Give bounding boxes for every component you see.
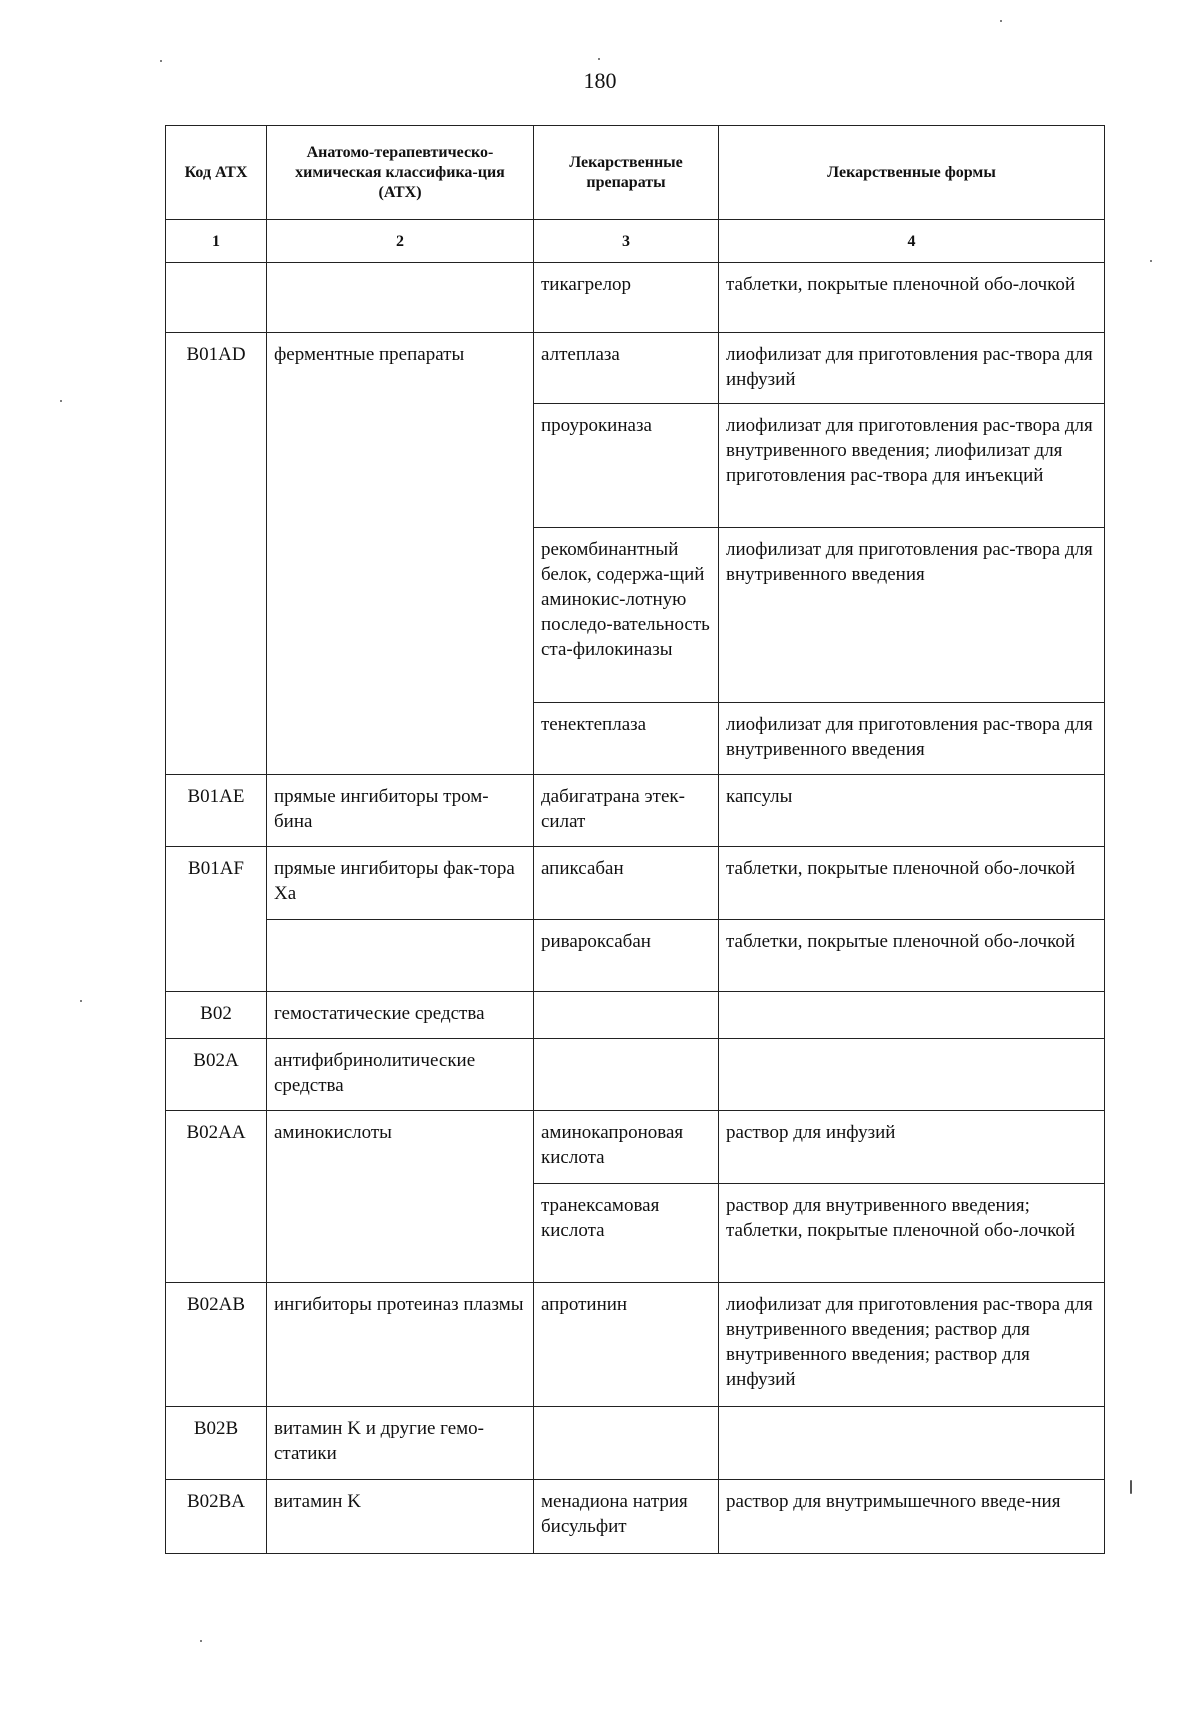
classification-cell: аминокислоты — [267, 1111, 534, 1283]
form-cell: таблетки, покрытые пленочной обо-лочкой — [719, 263, 1105, 333]
table-row — [166, 1039, 1105, 1111]
drug-cell: рекомбинантный белок, содержа-щий аминокис-лотную последо-вательность ста-филокиназы — [534, 528, 719, 703]
scan-speck — [598, 58, 600, 60]
scan-speck — [60, 400, 62, 402]
form-cell — [719, 1039, 1105, 1111]
table-row — [166, 1480, 1105, 1554]
column-number-row — [166, 220, 1105, 263]
table-header-row — [166, 126, 1105, 220]
drug-cell: транексамовая кислота — [534, 1184, 719, 1283]
atx-code-cell: B01AF — [166, 847, 267, 992]
drug-cell: ривароксабан — [534, 920, 719, 992]
header-drugs: Лекарственные препараты — [534, 126, 719, 220]
classification-cell: витамин K и другие гемо-статики — [267, 1407, 534, 1480]
form-cell: лиофилизат для приготовления рас-твора для внутривенного введения; лиофилизат для приготовления рас-твора для инъекций — [719, 404, 1105, 528]
form-cell: капсулы — [719, 775, 1105, 847]
scan-speck — [1150, 260, 1152, 262]
column-number: 2 — [267, 220, 534, 263]
drug-cell — [534, 1039, 719, 1111]
header-classification: Анатомо-терапевтическо-химическая классифика-ция (АТХ) — [267, 126, 534, 220]
drug-cell: тенектеплаза — [534, 703, 719, 775]
table-row — [166, 333, 1105, 404]
atx-code-cell: B02 — [166, 992, 267, 1039]
drug-cell: апиксабан — [534, 847, 719, 920]
atx-code-cell: B01AE — [166, 775, 267, 847]
classification-cell: прямые ингибиторы фак-тора Xa — [267, 847, 534, 920]
classification-cell: ингибиторы протеиназ плазмы — [267, 1283, 534, 1407]
atx-code-cell: B02B — [166, 1407, 267, 1480]
form-cell: таблетки, покрытые пленочной обо-лочкой — [719, 847, 1105, 920]
scan-speck — [200, 1640, 202, 1642]
drug-cell: алтеплаза — [534, 333, 719, 404]
scan-speck — [80, 1000, 82, 1002]
scan-speck — [160, 60, 162, 62]
scan-speck — [1130, 1480, 1132, 1494]
header-code: Код АТХ — [166, 126, 267, 220]
drug-cell: проурокиназа — [534, 404, 719, 528]
drug-cell: дабигатрана этек-силат — [534, 775, 719, 847]
classification-cell — [267, 920, 534, 992]
form-cell — [719, 992, 1105, 1039]
page-number: 180 — [583, 68, 617, 93]
form-cell: таблетки, покрытые пленочной обо-лочкой — [719, 920, 1105, 992]
classification-cell — [267, 263, 534, 333]
table-row — [166, 1283, 1105, 1407]
atx-code-cell: B01AD — [166, 333, 267, 775]
table-row — [166, 992, 1105, 1039]
drug-cell: аминокапроновая кислота — [534, 1111, 719, 1184]
scan-speck — [1000, 20, 1002, 22]
form-cell — [719, 1407, 1105, 1480]
form-cell: раствор для внутримышечного введе-ния — [719, 1480, 1105, 1554]
drug-cell: менадиона натрия бисульфит — [534, 1480, 719, 1554]
classification-cell: прямые ингибиторы тром-бина — [267, 775, 534, 847]
atx-code-cell: B02BA — [166, 1480, 267, 1554]
classification-cell: ферментные препараты — [267, 333, 534, 775]
drug-cell — [534, 992, 719, 1039]
drug-cell — [534, 1407, 719, 1480]
table-row — [166, 1111, 1105, 1184]
table-row — [166, 1407, 1105, 1480]
classification-cell: гемостатические средства — [267, 992, 534, 1039]
form-cell: лиофилизат для приготовления рас-твора для внутривенного введения — [719, 703, 1105, 775]
column-number: 1 — [166, 220, 267, 263]
header-forms: Лекарственные формы — [719, 126, 1105, 220]
column-number: 4 — [719, 220, 1105, 263]
form-cell: раствор для внутривенного введения; таблетки, покрытые пленочной обо-лочкой — [719, 1184, 1105, 1283]
drug-cell: апротинин — [534, 1283, 719, 1407]
form-cell: лиофилизат для приготовления рас-твора для внутривенного введения — [719, 528, 1105, 703]
atx-code-cell — [166, 263, 267, 333]
form-cell: раствор для инфузий — [719, 1111, 1105, 1184]
atx-code-cell: B02A — [166, 1039, 267, 1111]
table-row — [166, 263, 1105, 333]
drug-cell: тикагрелор — [534, 263, 719, 333]
atx-code-cell: B02AA — [166, 1111, 267, 1283]
table-row — [166, 847, 1105, 920]
column-number: 3 — [534, 220, 719, 263]
table-row — [166, 775, 1105, 847]
form-cell: лиофилизат для приготовления рас-твора для внутривенного введения; раствор для внутривенного введения; раствор для инфузий — [719, 1283, 1105, 1407]
atx-drug-table — [165, 125, 1105, 1554]
atx-code-cell: B02AB — [166, 1283, 267, 1407]
classification-cell: витамин K — [267, 1480, 534, 1554]
table-row — [166, 920, 1105, 992]
classification-cell: антифибринолитические средства — [267, 1039, 534, 1111]
form-cell: лиофилизат для приготовления рас-твора для инфузий — [719, 333, 1105, 404]
